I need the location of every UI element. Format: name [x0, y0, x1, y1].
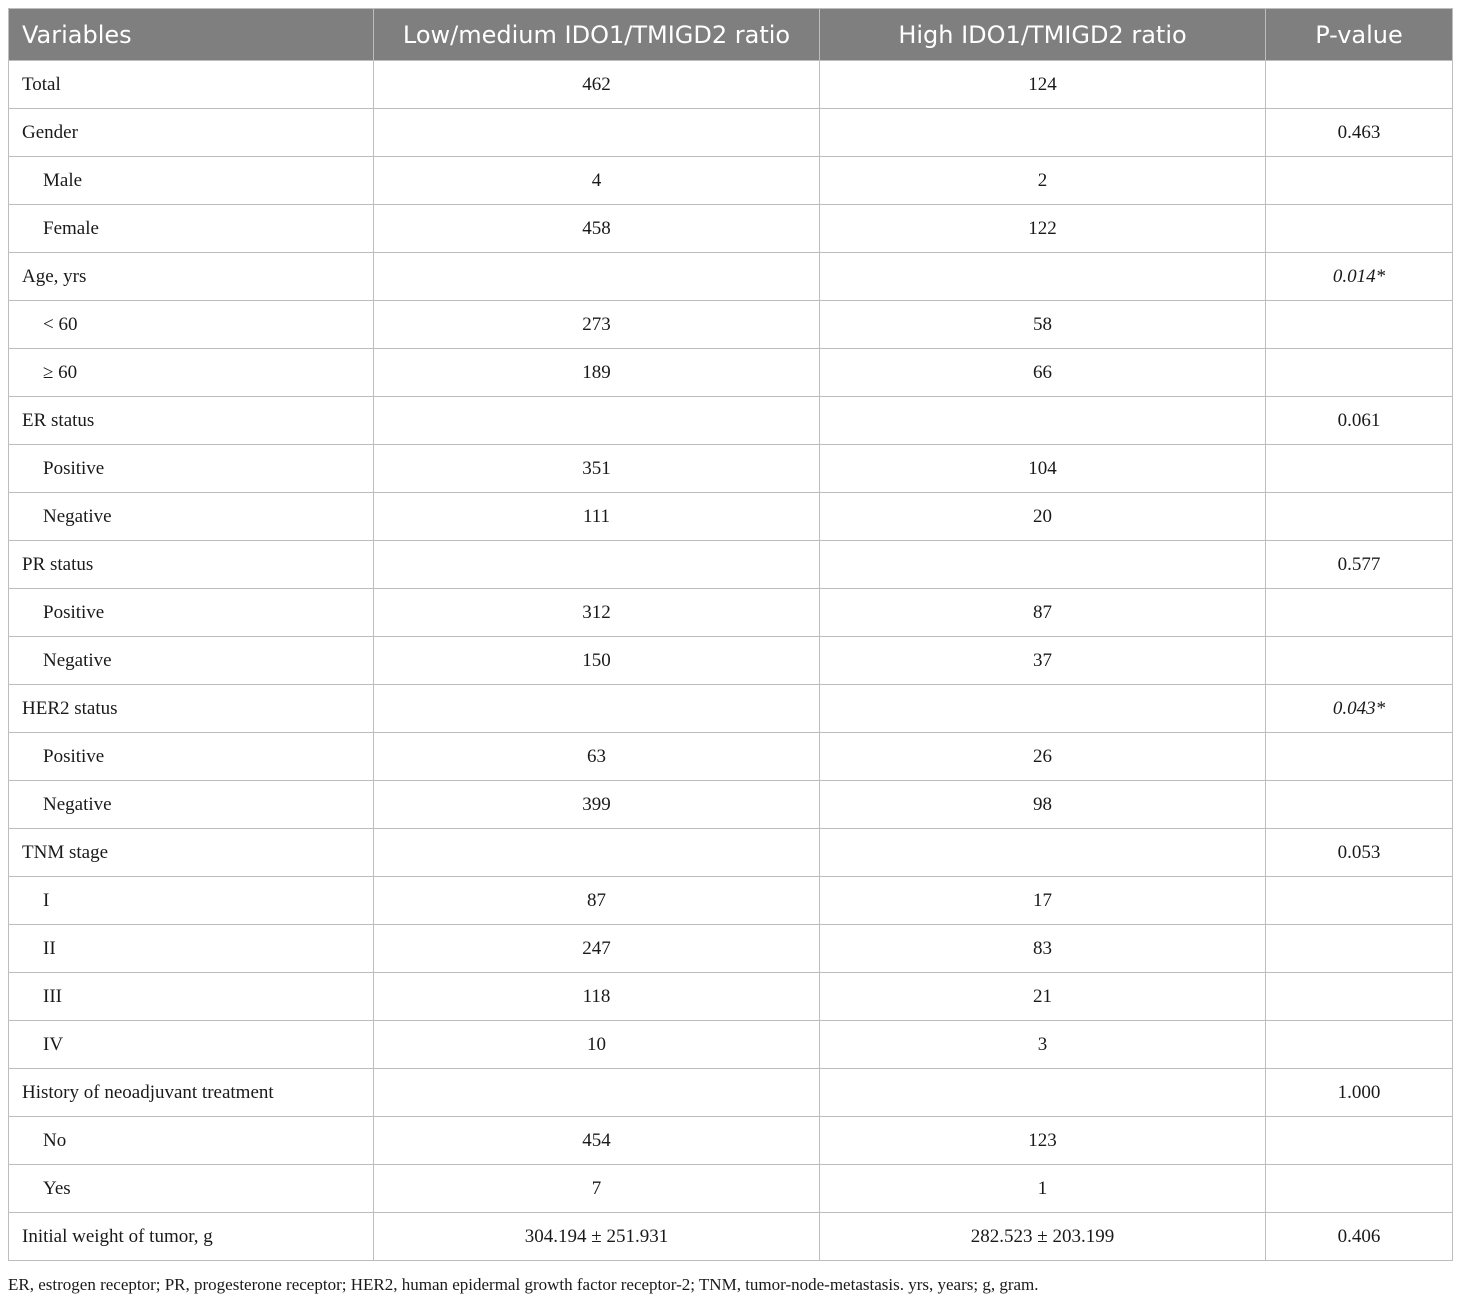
p-value-cell: 0.577 — [1266, 541, 1453, 589]
table-row — [9, 1069, 1453, 1117]
table-footnote: ER, estrogen receptor; PR, progesterone receptor; HER2, human epidermal growth factor receptor-2; TNM, tumor-node-metastasis. yrs, years; g, gram. — [8, 1275, 1039, 1294]
column-header-low-medium-ratio: Low/medium IDO1/TMIGD2 ratio — [374, 9, 820, 61]
p-value-cell — [1266, 589, 1453, 637]
low-medium-ratio-cell — [374, 1069, 820, 1117]
variable-cell: Female — [9, 205, 374, 253]
table-row — [9, 925, 1453, 973]
low-medium-ratio-cell — [374, 109, 820, 157]
low-medium-ratio-cell: 10 — [374, 1021, 820, 1069]
table-row — [9, 877, 1453, 925]
variable-cell: Yes — [9, 1165, 374, 1213]
high-ratio-cell — [820, 109, 1266, 157]
p-value-cell — [1266, 781, 1453, 829]
variable-cell: Negative — [9, 781, 374, 829]
high-ratio-cell: 123 — [820, 1117, 1266, 1165]
p-value-cell — [1266, 925, 1453, 973]
variable-cell: Gender — [9, 109, 374, 157]
low-medium-ratio-cell: 399 — [374, 781, 820, 829]
low-medium-ratio-cell: 273 — [374, 301, 820, 349]
p-value-cell — [1266, 157, 1453, 205]
variable-cell: III — [9, 973, 374, 1021]
low-medium-ratio-cell — [374, 829, 820, 877]
low-medium-ratio-cell: 4 — [374, 157, 820, 205]
variable-cell: Positive — [9, 733, 374, 781]
high-ratio-cell: 122 — [820, 205, 1266, 253]
variable-cell: I — [9, 877, 374, 925]
variable-cell: Negative — [9, 637, 374, 685]
p-value-cell — [1266, 1117, 1453, 1165]
table-row — [9, 829, 1453, 877]
p-value-cell: 0.053 — [1266, 829, 1453, 877]
p-value-cell — [1266, 61, 1453, 109]
table-row — [9, 109, 1453, 157]
table-row — [9, 1021, 1453, 1069]
low-medium-ratio-cell — [374, 685, 820, 733]
high-ratio-cell: 58 — [820, 301, 1266, 349]
high-ratio-cell: 87 — [820, 589, 1266, 637]
p-value-cell: 1.000 — [1266, 1069, 1453, 1117]
low-medium-ratio-cell: 150 — [374, 637, 820, 685]
p-value-cell — [1266, 301, 1453, 349]
high-ratio-cell — [820, 1069, 1266, 1117]
variable-cell: II — [9, 925, 374, 973]
variable-cell: ≥ 60 — [9, 349, 374, 397]
p-value-cell — [1266, 1021, 1453, 1069]
header-row — [9, 9, 1453, 61]
table-row — [9, 1213, 1453, 1261]
high-ratio-cell — [820, 685, 1266, 733]
low-medium-ratio-cell — [374, 253, 820, 301]
high-ratio-cell: 104 — [820, 445, 1266, 493]
table-row — [9, 781, 1453, 829]
low-medium-ratio-cell: 111 — [374, 493, 820, 541]
column-header-variables: Variables — [9, 9, 374, 61]
high-ratio-cell: 1 — [820, 1165, 1266, 1213]
high-ratio-cell — [820, 829, 1266, 877]
high-ratio-cell: 83 — [820, 925, 1266, 973]
low-medium-ratio-cell: 189 — [374, 349, 820, 397]
low-medium-ratio-cell: 462 — [374, 61, 820, 109]
low-medium-ratio-cell: 87 — [374, 877, 820, 925]
data-table — [8, 8, 1453, 1261]
variable-cell: ER status — [9, 397, 374, 445]
low-medium-ratio-cell: 454 — [374, 1117, 820, 1165]
variable-cell: PR status — [9, 541, 374, 589]
high-ratio-cell: 17 — [820, 877, 1266, 925]
table-row — [9, 1117, 1453, 1165]
high-ratio-cell: 66 — [820, 349, 1266, 397]
table-row — [9, 301, 1453, 349]
table-row — [9, 397, 1453, 445]
table-row — [9, 541, 1453, 589]
low-medium-ratio-cell: 312 — [374, 589, 820, 637]
table-row — [9, 685, 1453, 733]
high-ratio-cell — [820, 541, 1266, 589]
high-ratio-cell: 37 — [820, 637, 1266, 685]
p-value-cell: 0.043* — [1266, 685, 1453, 733]
table-row — [9, 157, 1453, 205]
variable-cell: No — [9, 1117, 374, 1165]
high-ratio-cell: 3 — [820, 1021, 1266, 1069]
p-value-cell: 0.014* — [1266, 253, 1453, 301]
variable-cell: Positive — [9, 589, 374, 637]
high-ratio-cell: 20 — [820, 493, 1266, 541]
p-value-cell: 0.406 — [1266, 1213, 1453, 1261]
high-ratio-cell: 26 — [820, 733, 1266, 781]
high-ratio-cell: 282.523 ± 203.199 — [820, 1213, 1266, 1261]
high-ratio-cell: 124 — [820, 61, 1266, 109]
p-value-cell: 0.463 — [1266, 109, 1453, 157]
low-medium-ratio-cell — [374, 397, 820, 445]
low-medium-ratio-cell — [374, 541, 820, 589]
p-value-cell — [1266, 205, 1453, 253]
variable-cell: < 60 — [9, 301, 374, 349]
variable-cell: TNM stage — [9, 829, 374, 877]
table-row — [9, 733, 1453, 781]
p-value-cell — [1266, 445, 1453, 493]
table-row — [9, 637, 1453, 685]
high-ratio-cell — [820, 397, 1266, 445]
low-medium-ratio-cell: 247 — [374, 925, 820, 973]
table-row — [9, 205, 1453, 253]
column-header-p-value: P-value — [1266, 9, 1453, 61]
table-container — [8, 8, 1452, 1261]
p-value-cell — [1266, 493, 1453, 541]
low-medium-ratio-cell: 304.194 ± 251.931 — [374, 1213, 820, 1261]
variable-cell: Total — [9, 61, 374, 109]
p-value-cell — [1266, 1165, 1453, 1213]
table-row — [9, 253, 1453, 301]
variable-cell: Age, yrs — [9, 253, 374, 301]
p-value-cell — [1266, 349, 1453, 397]
p-value-cell — [1266, 973, 1453, 1021]
variable-cell: Male — [9, 157, 374, 205]
high-ratio-cell: 21 — [820, 973, 1266, 1021]
variable-cell: HER2 status — [9, 685, 374, 733]
variable-cell: History of neoadjuvant treatment — [9, 1069, 374, 1117]
low-medium-ratio-cell: 118 — [374, 973, 820, 1021]
variable-cell: Positive — [9, 445, 374, 493]
table-row — [9, 973, 1453, 1021]
low-medium-ratio-cell: 7 — [374, 1165, 820, 1213]
table-row — [9, 445, 1453, 493]
high-ratio-cell — [820, 253, 1266, 301]
variable-cell: IV — [9, 1021, 374, 1069]
p-value-cell — [1266, 637, 1453, 685]
table-row — [9, 493, 1453, 541]
table-row — [9, 61, 1453, 109]
column-header-high-ratio: High IDO1/TMIGD2 ratio — [820, 9, 1266, 61]
variable-cell: Initial weight of tumor, g — [9, 1213, 374, 1261]
high-ratio-cell: 98 — [820, 781, 1266, 829]
p-value-cell — [1266, 877, 1453, 925]
p-value-cell — [1266, 733, 1453, 781]
table-body — [9, 61, 1453, 1261]
table-row — [9, 589, 1453, 637]
table-row — [9, 1165, 1453, 1213]
low-medium-ratio-cell: 351 — [374, 445, 820, 493]
p-value-cell: 0.061 — [1266, 397, 1453, 445]
high-ratio-cell: 2 — [820, 157, 1266, 205]
table-row — [9, 349, 1453, 397]
low-medium-ratio-cell: 63 — [374, 733, 820, 781]
low-medium-ratio-cell: 458 — [374, 205, 820, 253]
variable-cell: Negative — [9, 493, 374, 541]
